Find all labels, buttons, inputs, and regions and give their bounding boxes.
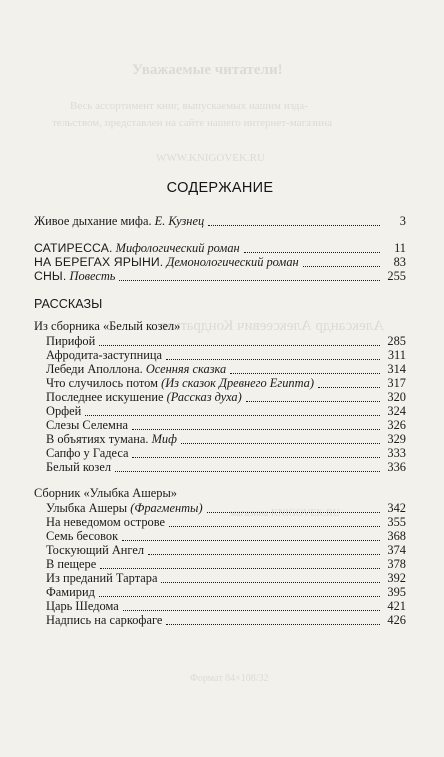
dot-leader [132, 428, 380, 430]
toc-entry[interactable] [46, 334, 406, 349]
toc-entry[interactable] [46, 418, 406, 433]
dot-leader [85, 414, 380, 416]
dot-leader [115, 470, 380, 472]
page-number: 336 [387, 460, 406, 474]
entry-title: Слезы Селемна [46, 418, 128, 432]
toc-entry[interactable] [46, 557, 406, 572]
dot-leader [99, 595, 380, 597]
toc-entry[interactable] [46, 515, 406, 530]
dot-leader [119, 279, 380, 281]
dot-leader [169, 525, 380, 527]
entry-title: Царь Шедома [46, 599, 119, 613]
dot-leader [161, 581, 380, 583]
toc-entry[interactable] [46, 585, 406, 600]
collection-heading: Сборник «Улыбка Ашеры» [34, 486, 178, 500]
entry-title: Фамирид [46, 585, 95, 599]
dot-leader [230, 372, 380, 374]
toc-entry[interactable] [46, 362, 406, 377]
dot-leader [100, 567, 380, 569]
entry-subtitle: (Из сказок Древнего Египта) [161, 376, 315, 390]
entry-subtitle: Повесть [69, 269, 116, 283]
dot-leader [122, 539, 380, 541]
toc-entry[interactable] [46, 432, 406, 447]
dot-leader [246, 400, 380, 402]
entry-subtitle: (Рассказ духа) [166, 390, 242, 404]
dot-leader [207, 511, 380, 513]
page-number: 320 [387, 390, 406, 404]
dot-leader [244, 251, 380, 253]
entry-subtitle: Демонологический роман [166, 255, 299, 269]
section-heading: РАССКАЗЫ [34, 297, 103, 311]
page-number: 326 [387, 418, 406, 432]
page-number: 311 [387, 348, 406, 362]
toc-entry[interactable] [46, 460, 406, 475]
page-number: 83 [393, 255, 406, 269]
bleed-line: Весь ассортимент книг, выпускаемых нашим изда- [70, 100, 308, 112]
toc-entry[interactable] [46, 599, 406, 614]
toc-entry[interactable] [34, 214, 406, 229]
page-number: 11 [394, 241, 406, 255]
page-number: 317 [387, 376, 406, 390]
dot-leader [318, 386, 380, 388]
toc-entry[interactable] [46, 529, 406, 544]
entry-title: СНЫ. [34, 269, 67, 283]
dot-leader [303, 265, 380, 267]
toc-entry[interactable] [46, 543, 406, 558]
page-number: 368 [387, 529, 406, 543]
entry-author: Е. Кузнец [154, 214, 205, 228]
entry-title: Из преданий Тартара [46, 571, 158, 585]
entry-subtitle: Миф [151, 432, 177, 446]
page-number: 314 [387, 362, 406, 376]
entry-title: Семь бесовок [46, 529, 119, 543]
page-number: 426 [387, 613, 406, 627]
entry-subtitle: (Фрагменты) [130, 501, 203, 515]
page-number: 285 [387, 334, 406, 348]
toc-entry[interactable] [34, 241, 406, 256]
entry-title: Что случилось потом [46, 376, 158, 390]
entry-title: НА БЕРЕГАХ ЯРЫНИ. [34, 255, 164, 269]
entry-subtitle: Осенняя сказка [145, 362, 227, 376]
entry-title: Белый козел [46, 460, 112, 474]
toc-entry[interactable] [46, 404, 406, 419]
dot-leader [148, 553, 380, 555]
entry-title: Улыбка Ашеры [46, 501, 128, 515]
page-number: 421 [387, 599, 406, 613]
page-number: 255 [387, 269, 406, 283]
entry-title: На неведомом острове [46, 515, 166, 529]
page-number: 374 [387, 543, 406, 557]
toc-entry[interactable] [46, 376, 406, 391]
page-number: 342 [387, 501, 406, 515]
page-number: 3 [399, 214, 406, 228]
entry-title: Орфей [46, 404, 82, 418]
entry-subtitle: Мифологический роман [115, 241, 240, 255]
dot-leader [132, 456, 380, 458]
bleed-line: тельством, представлен на сайте нашего интернет-магазина [52, 117, 332, 129]
toc-entry[interactable] [46, 446, 406, 461]
toc-entry[interactable] [34, 269, 406, 284]
page-number: 392 [387, 571, 406, 585]
collection-heading: Из сборника «Белый козел» [34, 319, 181, 333]
entry-title: Афродита-заступница [46, 348, 163, 362]
page-number: 333 [387, 446, 406, 460]
dot-leader [181, 442, 380, 444]
bleed-line: магазина KNIGOVEK.RU [230, 508, 340, 519]
dot-leader [166, 358, 380, 360]
dot-leader [208, 224, 380, 226]
entry-title: В объятиях тумана. [46, 432, 149, 446]
entry-title: В пещере [46, 557, 97, 571]
bleed-line: Уважаемые читатели! [132, 62, 283, 78]
dot-leader [99, 344, 380, 346]
entry-title: Сапфо у Гадеса [46, 446, 129, 460]
page-number: 355 [387, 515, 406, 529]
entry-title: Тоскующий Ангел [46, 543, 145, 557]
toc-entry[interactable] [46, 390, 406, 405]
dot-leader [166, 623, 380, 625]
entry-title: Живое дыхание мифа. [34, 214, 152, 228]
bleed-line: WWW.KNIGOVEK.RU [156, 152, 265, 164]
entry-title: САТИРЕССА. [34, 241, 113, 255]
toc-entry[interactable] [46, 613, 406, 628]
page-title: СОДЕРЖАНИЕ [166, 180, 274, 196]
bleed-line: Формат 84×108/32 [190, 673, 269, 684]
bleed-line: Александр Алексеевич Кондратьев [160, 318, 385, 334]
page-number: 329 [387, 432, 406, 446]
entry-title: Лебеди Аполлона. [46, 362, 143, 376]
dot-leader [123, 609, 380, 611]
page-number: 395 [387, 585, 406, 599]
page-number: 378 [387, 557, 406, 571]
entry-title: Пирифой [46, 334, 96, 348]
toc-entry[interactable] [34, 255, 406, 270]
entry-title: Последнее искушение [46, 390, 164, 404]
toc-entry[interactable] [46, 571, 406, 586]
toc-entry[interactable] [46, 501, 406, 516]
entry-title: Надпись на саркофаге [46, 613, 163, 627]
toc-entry[interactable] [46, 348, 406, 363]
page-number: 324 [387, 404, 406, 418]
